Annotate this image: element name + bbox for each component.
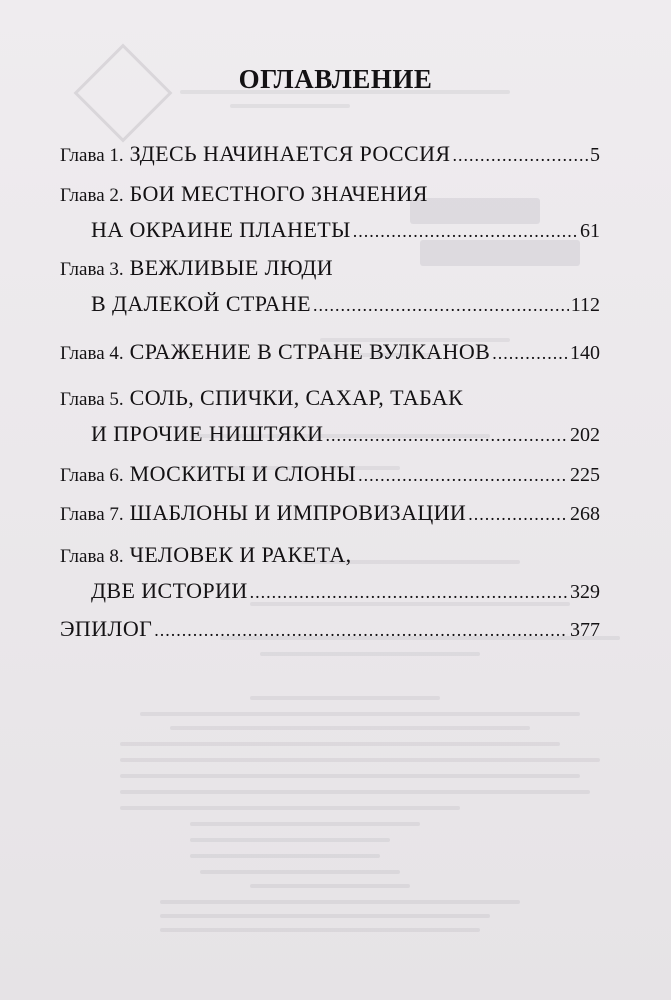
chapter-title: СОЛЬ, СПИЧКИ, САХАР, ТАБАК [129, 385, 464, 410]
toc-entry[interactable] [60, 250, 600, 322]
dot-leader [492, 335, 568, 371]
chapter-number: Глава 4. [60, 343, 124, 364]
chapter-number: Глава 1. [60, 145, 124, 166]
page-number: 61 [580, 220, 600, 242]
dot-leader [154, 612, 568, 648]
chapter-title: ШАБЛОНЫ И ИМПРОВИЗАЦИИ [129, 500, 467, 525]
chapter-number: Глава 5. [60, 389, 124, 410]
chapter-number: Глава 2. [60, 185, 124, 206]
chapter-number: Глава 6. [60, 465, 124, 486]
page-number: 5 [590, 144, 600, 166]
chapter-title: ЗДЕСЬ НАЧИНАЕТСЯ РОССИЯ [129, 141, 451, 166]
dot-leader [468, 496, 568, 532]
chapter-title-continued: И ПРОЧИЕ НИШТЯКИ [91, 421, 324, 446]
chapter-title: ЧЕЛОВЕК И РАКЕТА, [129, 542, 352, 567]
chapter-title-continued: ДВЕ ИСТОРИИ [91, 578, 248, 603]
toc-entry[interactable] [60, 495, 600, 531]
toc-entry[interactable] [60, 334, 600, 370]
page-title: ОГЛАВЛЕНИЕ [238, 64, 433, 94]
page-number: 140 [570, 342, 600, 364]
page-number: 112 [570, 294, 600, 316]
chapter-title-continued: В ДАЛЕКОЙ СТРАНЕ [91, 291, 311, 316]
dot-leader [353, 213, 578, 249]
page-number: 329 [570, 581, 600, 603]
toc-entry[interactable] [60, 456, 600, 492]
toc-entry[interactable] [60, 537, 600, 609]
toc-entry[interactable] [60, 176, 600, 248]
dot-leader [452, 137, 588, 173]
table-of-contents [60, 136, 600, 647]
page-number: 268 [570, 503, 600, 525]
toc-entry[interactable] [60, 136, 600, 172]
dot-leader [325, 417, 568, 453]
dot-leader [358, 457, 568, 493]
epilogue-title: ЭПИЛОГ [60, 616, 153, 641]
page-number: 225 [570, 464, 600, 486]
dot-leader [313, 287, 569, 323]
chapter-title: БОИ МЕСТНОГО ЗНАЧЕНИЯ [129, 181, 428, 206]
page-number: 202 [570, 424, 600, 446]
chapter-title: МОСКИТЫ И СЛОНЫ [129, 461, 357, 486]
chapter-title: ВЕЖЛИВЫЕ ЛЮДИ [129, 255, 334, 280]
chapter-title: СРАЖЕНИЕ В СТРАНЕ ВУЛКАНОВ [129, 339, 491, 364]
toc-entry[interactable] [60, 380, 600, 452]
dot-leader [250, 574, 568, 610]
page-number: 377 [570, 619, 600, 641]
chapter-number: Глава 7. [60, 504, 124, 525]
chapter-title-continued: НА ОКРАИНЕ ПЛАНЕТЫ [91, 217, 351, 242]
chapter-number: Глава 8. [60, 546, 124, 567]
chapter-number: Глава 3. [60, 259, 124, 280]
toc-entry-epilogue[interactable] [60, 611, 600, 647]
